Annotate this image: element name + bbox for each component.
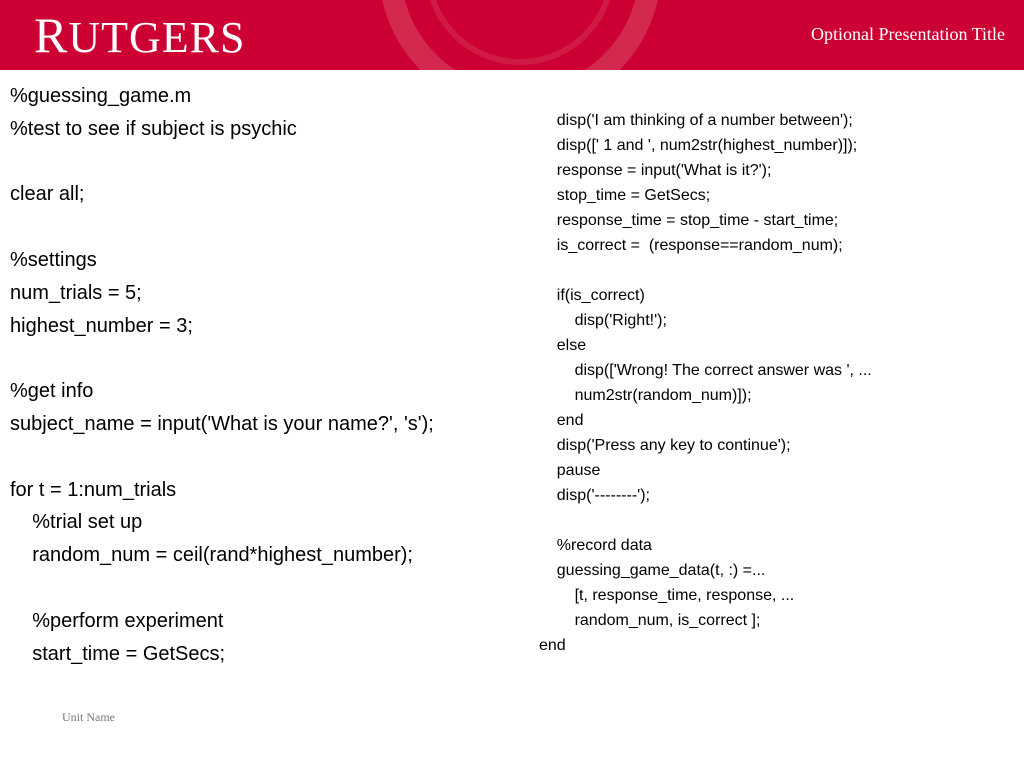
code-line: for t = 1:num_trials: [10, 478, 177, 501]
code-line: random_num, is_correct ];: [539, 612, 761, 629]
code-line: num2str(random_num)]);: [539, 387, 752, 404]
code-line: [t, response_time, response, ...: [539, 587, 795, 604]
code-line: disp('I am thinking of a number between');: [539, 112, 853, 129]
code-line: pause: [539, 462, 601, 479]
code-right-column: [539, 108, 1009, 658]
footer-unit-name: Unit Name: [62, 710, 115, 724]
code-line: response_time = stop_time - start_time;: [539, 212, 839, 229]
header-banner: [0, 0, 1024, 70]
logo-rest: UTGERS: [68, 13, 246, 62]
code-line: [539, 258, 1009, 283]
code-left-column: [10, 80, 520, 670]
code-line: end: [539, 412, 584, 429]
code-line: %test to see if subject is psychic: [10, 117, 297, 140]
code-line: subject_name = input('What is your name?', 's');: [10, 412, 434, 435]
code-line: highest_number = 3;: [10, 314, 193, 337]
code-line: %settings: [10, 248, 97, 271]
code-line: disp(['Wrong! The correct answer was ', ...: [539, 362, 872, 379]
code-line: start_time = GetSecs;: [10, 642, 226, 665]
code-line: is_correct = (response==random_num);: [539, 237, 843, 254]
code-line: [10, 146, 520, 179]
code-line: if(is_correct): [539, 287, 645, 304]
code-line: [539, 508, 1009, 533]
code-line: [10, 572, 520, 605]
code-line: num_trials = 5;: [10, 281, 142, 304]
code-line: random_num = ceil(rand*highest_number);: [10, 544, 413, 567]
rutgers-logo: [34, 7, 246, 63]
code-line: stop_time = GetSecs;: [539, 187, 711, 204]
code-line: %get info: [10, 380, 94, 403]
code-line: clear all;: [10, 183, 85, 206]
code-line: %guessing_game.m: [10, 85, 192, 107]
code-line: %perform experiment: [10, 609, 224, 632]
code-line: disp('Press any key to continue');: [539, 437, 791, 454]
code-line: %record data: [539, 537, 652, 554]
code-line: disp('Right!');: [539, 312, 667, 329]
code-line: response = input('What is it?');: [539, 162, 772, 179]
code-line: %trial set up: [10, 511, 143, 534]
code-line: else: [539, 337, 587, 354]
code-line: end: [539, 637, 566, 654]
code-line: [10, 342, 520, 375]
code-line: [10, 211, 520, 244]
code-line: guessing_game_data(t, :) =...: [539, 562, 766, 579]
code-line: disp('--------');: [539, 487, 650, 504]
logo-initial: R: [34, 7, 69, 63]
code-line: [10, 441, 520, 474]
code-line: disp([' 1 and ', num2str(highest_number)]);: [539, 137, 858, 154]
presentation-title: Optional Presentation Title: [810, 24, 1005, 44]
